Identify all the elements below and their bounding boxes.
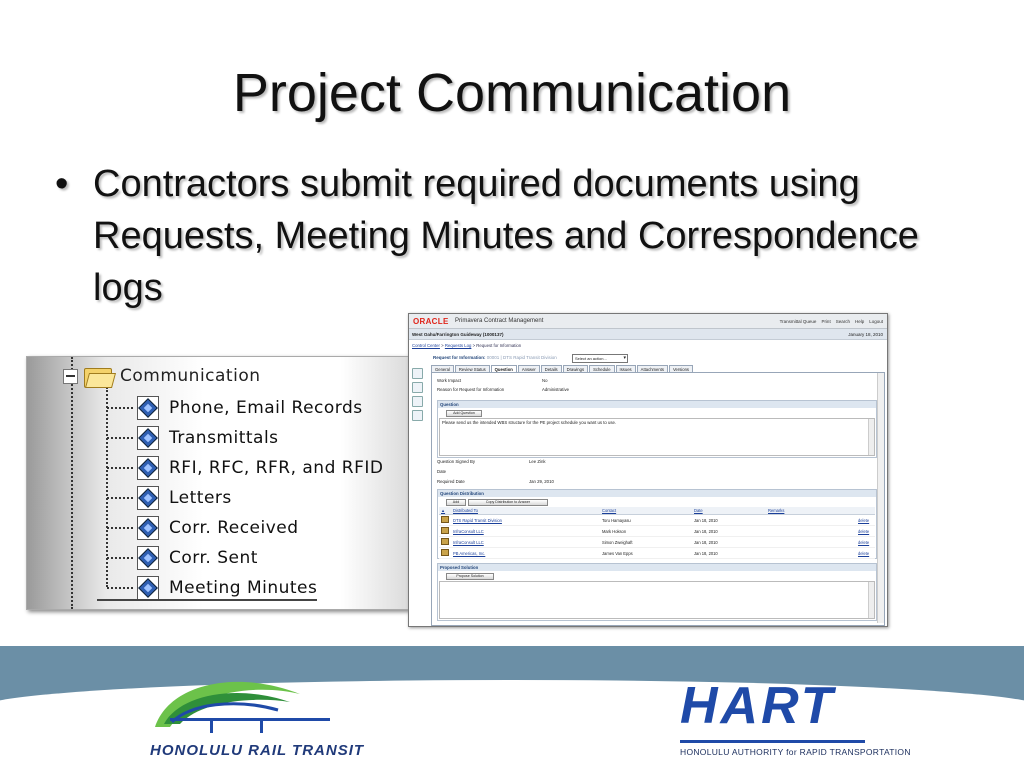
slide-title: Project Communication: [232, 63, 792, 123]
tree-item-label: Letters: [169, 488, 232, 508]
question-text-area[interactable]: [439, 418, 875, 456]
save-icon[interactable]: [412, 368, 423, 379]
delete-link[interactable]: delete: [858, 539, 870, 545]
tree-item-label: Meeting Minutes: [169, 578, 318, 598]
hart-logo: HART: [680, 677, 836, 735]
add-question-button[interactable]: Add Question: [446, 410, 482, 417]
tab-question[interactable]: Question: [491, 365, 517, 373]
remarks-cell: [766, 537, 856, 548]
hart-logo-rule: [680, 740, 865, 743]
distributed-to-link[interactable]: InfraConsult LLC: [453, 539, 484, 545]
project-name: West Oahu/Farrington Guideway (1000137): [412, 332, 504, 337]
edit-icon[interactable]: [441, 527, 449, 534]
hart-tagline: HONOLULU AUTHORITY for RAPID TRANSPORTATION: [680, 747, 911, 757]
table-row: [439, 537, 875, 548]
nav-help[interactable]: Help: [854, 319, 865, 324]
tree-root-communication[interactable]: [63, 365, 261, 387]
delete-link[interactable]: delete: [858, 528, 870, 534]
divider: [97, 599, 317, 601]
solution-text-area[interactable]: [439, 581, 875, 619]
field-value: Jan 29, 2010: [529, 479, 554, 484]
delete-link[interactable]: delete: [858, 550, 870, 556]
textarea-scrollbar[interactable]: [868, 582, 874, 618]
tree-item-label: Corr. Sent: [169, 548, 258, 568]
nav-search[interactable]: Search: [835, 319, 850, 324]
tree-item-rfi[interactable]: [107, 455, 383, 481]
column-header[interactable]: Date: [692, 507, 766, 515]
bullet-text: Contractors submit required documents using Requests, Meeting Minutes and Correspondence logs: [93, 163, 919, 309]
remarks-cell: [766, 515, 856, 526]
communication-tree: [26, 356, 420, 610]
tree-item-transmittals[interactable]: [107, 425, 279, 451]
tab-issues[interactable]: Issues: [616, 365, 636, 373]
project-bar: [409, 329, 887, 340]
date-cell: Jan 18, 2010: [692, 548, 766, 559]
train-logo-icon: [150, 672, 340, 742]
document-icon: [137, 546, 159, 570]
tree-item-label: RFI, RFC, RFR, and RFID: [169, 458, 384, 478]
date-cell: Jan 18, 2010: [692, 515, 766, 526]
edit-icon[interactable]: [441, 549, 449, 556]
field-value: Lee Zink: [529, 459, 546, 464]
propose-solution-button[interactable]: Propose Solution: [446, 573, 494, 580]
tree-item-label: Transmittals: [169, 428, 279, 448]
breadcrumb: Control Center > Requests Log > Request for Information: [412, 343, 522, 348]
distributed-to-link[interactable]: PB Americas, Inc.: [453, 550, 486, 556]
tab-review-status[interactable]: Review Status: [455, 365, 490, 373]
breadcrumb-current: Request for Information: [476, 343, 522, 348]
question-distribution-section: [437, 489, 877, 559]
table-row: [439, 515, 875, 526]
tab-schedule[interactable]: Schedule: [589, 365, 614, 373]
field-label: Reason for Request for Information: [437, 387, 505, 392]
primavera-window: [408, 313, 888, 627]
document-icon: [137, 426, 159, 450]
breadcrumb-requests-log[interactable]: Requests Log: [444, 343, 472, 348]
add-button[interactable]: Add: [446, 499, 466, 506]
remarks-cell: [766, 526, 856, 537]
document-icon: [137, 396, 159, 420]
edit-icon[interactable]: [441, 516, 449, 523]
contact-cell: Mark Hokson: [600, 526, 692, 537]
tree-item-meeting-minutes[interactable]: [107, 575, 317, 601]
vertical-scrollbar[interactable]: [877, 373, 884, 623]
tree-item-label: Corr. Received: [169, 518, 299, 538]
document-number: 00001 | DTS Rapid Transit Division: [486, 355, 557, 360]
proposed-solution-section: [437, 563, 877, 621]
contact-cell: Toru Hamayasu: [600, 515, 692, 526]
collapse-icon[interactable]: [63, 369, 78, 384]
nav-print[interactable]: Print: [821, 319, 831, 324]
column-header[interactable]: Distributed To: [451, 507, 600, 515]
nav-transmittal-queue[interactable]: Transmittal Queue: [779, 319, 817, 324]
column-header-actions: [856, 507, 875, 515]
tree-item-label: Phone, Email Records: [169, 398, 363, 418]
contact-cell: Simon Zweighaft: [600, 537, 692, 548]
contact-cell: James Van Epps: [600, 548, 692, 559]
date-cell: Jan 18, 2010: [692, 537, 766, 548]
tree-trunk-line: [71, 357, 73, 609]
table-row: [439, 526, 875, 537]
tab-attachments[interactable]: Attachments: [637, 365, 668, 373]
form-content: [431, 372, 885, 626]
side-toolbar: [409, 366, 425, 424]
folder-open-icon: [84, 365, 112, 387]
tab-answer[interactable]: Answer: [518, 365, 540, 373]
document-icon: [137, 516, 159, 540]
field-value: No: [542, 378, 548, 383]
document-title: Request for Information: 00001 | DTS Rapid Transit Division: [433, 355, 557, 360]
field-label: Date: [437, 469, 447, 474]
tab-general[interactable]: General: [431, 365, 454, 373]
tree-item-corr-received[interactable]: [107, 515, 299, 541]
column-header[interactable]: Contact: [600, 507, 692, 515]
tree-item-phone-email[interactable]: [107, 395, 363, 421]
tab-details[interactable]: Details: [541, 365, 562, 373]
action-select[interactable]: Select an action... ▾: [572, 354, 628, 363]
tree-item-corr-sent[interactable]: [107, 545, 258, 571]
table-row: [439, 548, 875, 559]
remarks-cell: [766, 548, 856, 559]
document-icon: [137, 576, 159, 600]
field-value: Administrative: [542, 387, 569, 392]
field-label: Work Impact: [437, 378, 462, 383]
honolulu-rail-transit-logo: HONOLULU RAIL TRANSIT: [150, 742, 365, 759]
field-label: Question Signed By: [437, 459, 475, 464]
oracle-logo: ORACLE: [413, 317, 449, 326]
column-header[interactable]: Remarks: [766, 507, 856, 515]
select-column[interactable]: ▲: [439, 507, 451, 515]
top-nav: [780, 319, 883, 324]
bullet-symbol: •: [55, 163, 69, 205]
date-cell: Jan 18, 2010: [692, 526, 766, 537]
section-header: Question: [438, 401, 876, 408]
document-icon: [137, 486, 159, 510]
nav-logout[interactable]: Logout: [869, 319, 883, 324]
tab-drawings[interactable]: Drawings: [563, 365, 588, 373]
section-header: Proposed Solution: [438, 564, 876, 571]
distributed-to-link[interactable]: DTS Rapid Transit Division: [453, 517, 502, 523]
delete-link[interactable]: delete: [858, 517, 870, 523]
edit-icon[interactable]: [441, 538, 449, 545]
attach-icon[interactable]: [412, 410, 423, 421]
bullet-point: [55, 158, 935, 314]
section-header: Question Distribution: [438, 490, 876, 497]
textarea-scrollbar[interactable]: [868, 419, 874, 455]
tree-root-label: Communication: [120, 366, 261, 386]
tab-versions[interactable]: Versions: [669, 365, 693, 373]
app-header: [409, 314, 887, 329]
copy-distribution-button[interactable]: Copy Distribution to Answer: [468, 499, 548, 506]
distribution-table: [439, 507, 875, 559]
document-icon: [137, 456, 159, 480]
tree-item-letters[interactable]: [107, 485, 232, 511]
document-type: Request for Information: [433, 355, 485, 360]
field-label: Required Date: [437, 479, 465, 484]
question-section: [437, 400, 877, 458]
breadcrumb-control-center[interactable]: Control Center: [412, 343, 440, 348]
question-text: Please send us the intended WBS structure for the PE project schedule you want us to use.: [442, 420, 617, 425]
distributed-to-link[interactable]: InfraConsult LLC: [453, 528, 484, 534]
current-date: January 18, 2010: [848, 332, 883, 337]
refresh-icon[interactable]: [412, 382, 423, 393]
product-name: Primavera Contract Management: [455, 318, 544, 324]
print-icon[interactable]: [412, 396, 423, 407]
